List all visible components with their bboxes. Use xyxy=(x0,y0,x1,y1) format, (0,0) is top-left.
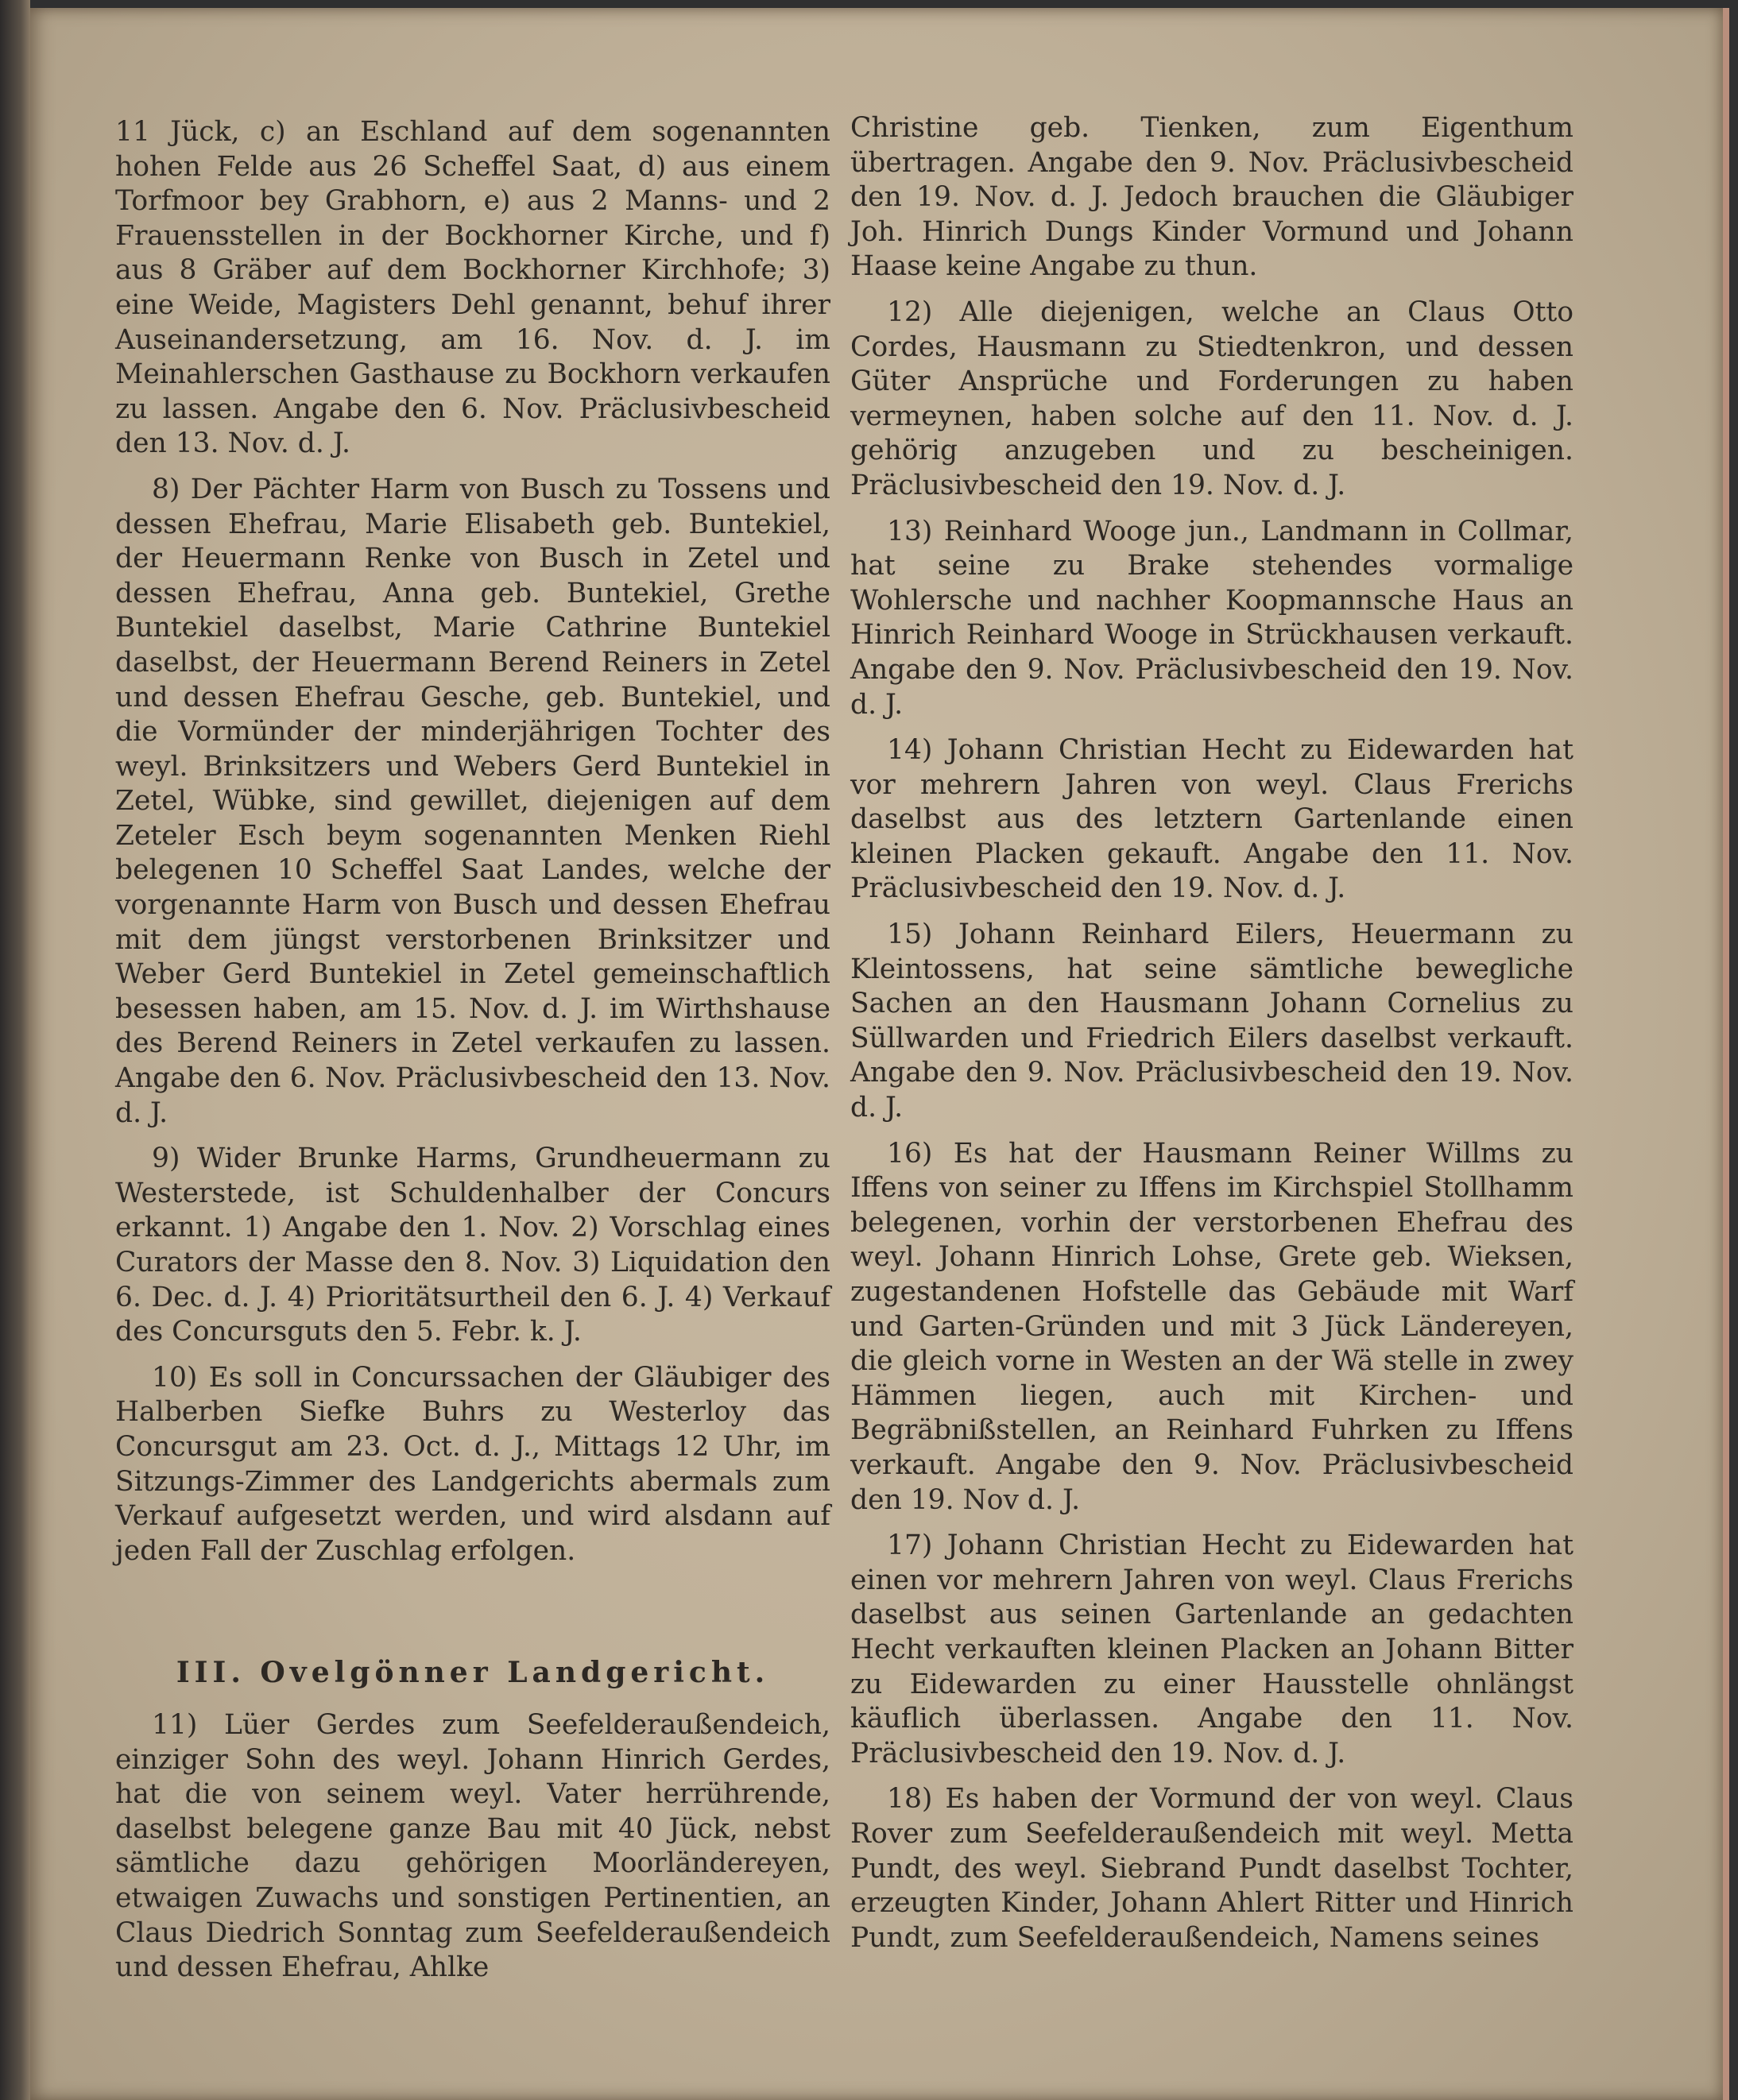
page-sheet xyxy=(30,8,1729,2100)
section-heading: III. Ovelgönner Landgericht. xyxy=(176,1656,770,1690)
paragraph-11-continued: Christine geb. Tienken, zum Eigenthum übertragen. Angabe den 9. Nov. Präclusivbescheid den 19. Nov. d. J. Jedoch brauchen die Gläubiger Joh. Hinrich Dungs Kinder Vormund und Johann Haase keine Angabe zu thun. xyxy=(850,112,1573,283)
paragraph-13: 13) Reinhard Wooge jun., Landmann in Collmar, hat seine zu Brake stehendes vormalige Wohlersche und nachher Koopmannsche Haus an Hinrich Reinhard Wooge in Strückhausen verkauft. Angabe den 9. Nov. Präclusivbescheid den 19. Nov. d. J. xyxy=(850,515,1573,721)
paragraph-8: 8) Der Pächter Harm von Busch zu Tossens und dessen Ehefrau, Marie Elisabeth geb. Buntekiel, der Heuermann Renke von Busch in Zetel und dessen Ehefrau, Anna geb. Buntekiel, Grethe Buntekiel daselbst, Marie Cathrine Buntekiel daselbst, der Heuermann Berend Reiners in Zetel und dessen Ehefrau Gesche, geb. Buntekiel, und die Vormünder der minderjährigen Tochter des weyl. Brinksitzers und Webers Gerd Buntekiel in Zetel, Wübke, sind gewillet, diejenigen auf dem Zeteler Esch beym sogenannten Menken Riehl belegenen 10 Scheffel Saat Landes, welche der vorgenannte Harm von Busch und dessen Ehefrau mit dem jüngst verstorbenen Brinksitzer und Weber Gerd Buntekiel in Zetel gemeinschaftlich besessen haben, am 15. Nov. d. J. im Wirthshause des Berend Reiners in Zetel verkaufen zu lassen. Angabe den 6. Nov. Präclusivbescheid den 13. Nov. d. J. xyxy=(115,473,830,1129)
previous-page-edge xyxy=(0,0,30,2100)
paragraph-18: 18) Es haben der Vormund der von weyl. Claus Rover zum Seefelderaußendeich mit weyl. Metta Pundt, des weyl. Siebrand Pundt daselbst Tochter, erzeugten Kinder, Johann Ahlert Ritter und Hinrich Pundt, zum Seefelderaußendeich, Namens seines xyxy=(850,1783,1573,1954)
right-column xyxy=(850,111,1573,1967)
paragraph-17: 17) Johann Christian Hecht zu Eidewarden hat einen vor mehrern Jahren von weyl. Claus Frerichs daselbst aus seinen Gartenlande an gedachten Hecht verkauften kleinen Placken an Johann Bitter zu Eidewarden zu einer Hausstelle ohnlängst käuflich überlassen. Angabe den 11. Nov. Präclusivbescheid den 19. Nov. d. J. xyxy=(850,1530,1573,1769)
paragraph-16: 16) Es hat der Hausmann Reiner Willms zu Iffens von seiner zu Iffens im Kirchspiel Stollhamm belegenen, vorhin der verstorbenen Ehefrau des weyl. Johann Hinrich Lohse, Grete geb. Wieksen, zugestandenen Hofstelle das Gebäude mit Warf und Garten-Gründen und mit 3 Jück Ländereyen, die gleich vorne in Westen an der Wä stelle in zwey Hämmen liegen, auch mit Kirchen- und Begräbnißstellen, an Reinhard Fuhrken zu Iffens verkauft. Angabe den 9. Nov. Präclusivbescheid den 19. Nov d. J. xyxy=(850,1137,1573,1516)
paragraph-14: 14) Johann Christian Hecht zu Eidewarden hat vor mehrern Jahren von weyl. Claus Frerichs daselbst aus des letztern Gartenlande einen kleinen Placken gekauft. Angabe den 11. Nov. Präclusivbescheid den 19. Nov. d. J. xyxy=(850,734,1573,905)
paragraph-9: 9) Wider Brunke Harms, Grundheuermann zu Westerstede, ist Schuldenhalber der Concurs erkannt. 1) Angabe den 1. Nov. 2) Vorschlag eines Curators der Masse den 8. Nov. 3) Liquidation den 6. Dec. d. J. 4) Prioritätsurtheil den 6. J. 4) Verkauf des Concursguts den 5. Febr. k. J. xyxy=(115,1143,830,1348)
paragraph-10: 10) Es soll in Concurssachen der Gläubiger des Halberben Siefke Buhrs zu Westerloy das Concursgut am 23. Oct. d. J., Mittags 12 Uhr, im Sitzungs-Zimmer des Landgerichts abermals zum Verkauf aufgesetzt werden, und wird alsdann auf jeden Fall der Zuschlag erfolgen. xyxy=(115,1361,830,1567)
paragraph-15: 15) Johann Reinhard Eilers, Heuermann zu Kleintossens, hat seine sämtliche bewegliche Sachen an den Hausmann Johann Cornelius zu Süllwarden und Friedrich Eilers daselbst verkauft. Angabe den 9. Nov. Präclusivbescheid den 19. Nov. d. J. xyxy=(850,919,1573,1124)
paragraph-11: 11) Lüer Gerdes zum Seefelderaußendeich, einziger Sohn des weyl. Johann Hinrich Gerdes, hat die von seinem weyl. Vater herrührende, daselbst belegene ganze Bau mit 40 Jück, nebst sämtliche dazu gehörigen Moorländereyen, etwaigen Zuwachs und sonstigen Pertinentien, an Claus Diedrich Sonntag zum Seefelderaußendeich und dessen Ehefrau, Ahlke xyxy=(115,1708,830,1984)
left-column xyxy=(115,115,830,1997)
paragraph-continued: 11 Jück, c) an Eschland auf dem sogenannten hohen Felde aus 26 Scheffel Saat, d) aus einem Torfmoor bey Grabhorn, e) aus 2 Manns- und 2 Frauensstellen in der Bockhorner Kirche, und f) aus 8 Gräber auf dem Bockhorner Kirchhofe; 3) eine Weide, Magisters Dehl genannt, behuf ihrer Auseinandersetzung, am 16. Nov. d. J. im Meinahlerschen Gasthause zu Bockhorn verkaufen zu lassen. Angabe den 6. Nov. Präclusivbescheid den 13. Nov. d. J. xyxy=(115,116,830,460)
paragraph-12: 12) Alle diejenigen, welche an Claus Otto Cordes, Hausmann zu Stiedtenkron, und dessen Güter Ansprüche und Forderungen zu haben vermeynen, haben solche auf den 11. Nov. d. J. gehörig anzugeben und zu bescheinigen. Präclusivbescheid den 19. Nov. d. J. xyxy=(850,296,1573,501)
